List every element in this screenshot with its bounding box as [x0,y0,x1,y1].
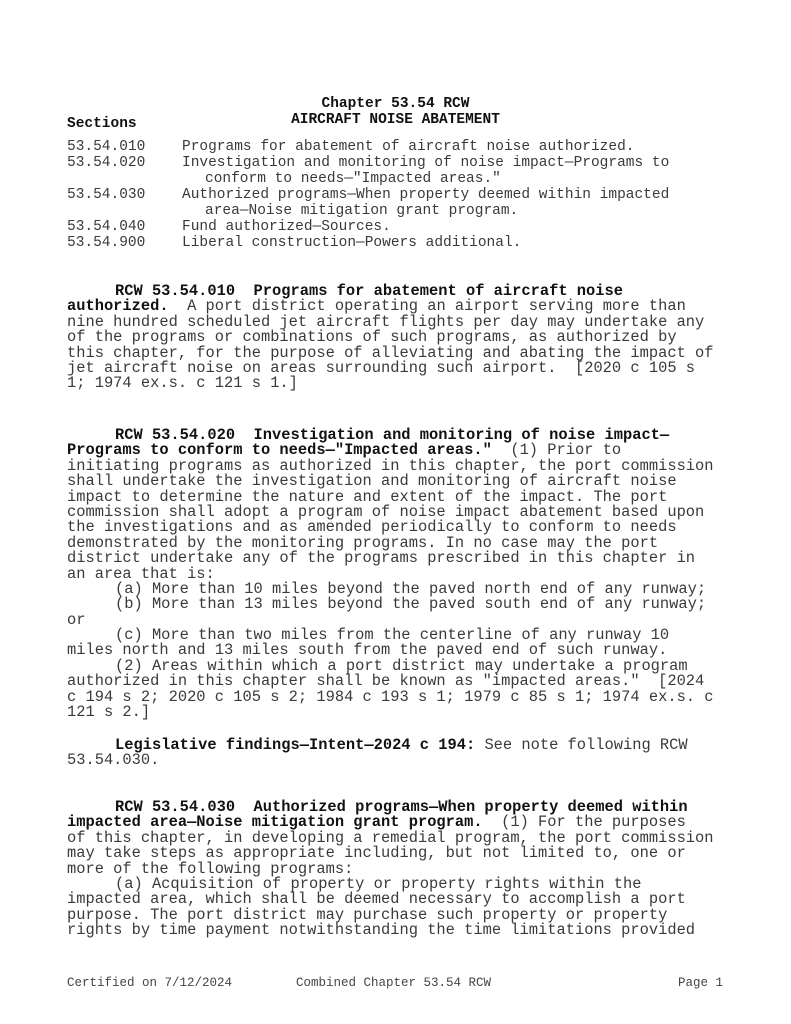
body-text: 53.54.030. [67,751,160,770]
body-text: 1; 1974 ex.s. c 121 s 1.] [67,374,298,393]
footer-page-number: Page 1 [678,976,724,990]
section-number: 53.54.900 [67,235,146,251]
body-text: or [67,610,86,629]
body-text: (2) Areas within which a port district may undertake a program [115,656,688,675]
body-text: rights by time payment notwithstanding the time limitations provided [67,921,696,940]
body-text: (1) Prior to [491,441,622,460]
bold-heading-text: Legislative findings—Intent—2024 c 194: [115,736,476,754]
body-text: this chapter, for the purpose of alleviating and abating the impact of [67,343,714,362]
section-number: 53.54.010 [67,139,146,155]
text-line [67,376,747,391]
section-number: 53.54.030 [67,187,146,203]
rcw-section-paragraph [67,800,747,939]
body-text: of this chapter, in developing a remedial program, the port commission [67,828,714,847]
body-text: impacted area, which shall be deemed necessary to accomplish a port [67,890,686,909]
section-title: Liberal construction—Powers additional. [182,235,522,251]
body-text: shall undertake the investigation and monitoring of aircraft noise [67,472,677,491]
text-line [67,923,747,938]
bold-heading-text: RCW 53.54.030 Authorized programs—When property deemed within [115,798,688,816]
section-title: Investigation and monitoring of noise impact—Programs to [182,155,670,171]
rcw-section-paragraph [67,738,747,769]
bold-heading-text: RCW 53.54.010 Programs for abatement of aircraft noise [115,282,623,300]
body-text: impact to determine the nature and extent of the impact. The port [67,487,668,506]
body-text: an area that is: [67,564,215,583]
text-line [67,687,747,706]
body-text: may take steps as appropriate including, but not limited to, one or [67,844,686,863]
section-title: Authorized programs—When property deemed within impacted [182,187,670,203]
body-text: (b) More than 13 miles beyond the paved south end of any runway; [115,595,707,614]
body-text: (c) More than two miles from the centerline of any runway 10 [115,626,670,645]
text-line [67,753,747,768]
footer-certified: Certified on 7/12/2024 [67,976,233,990]
body-text: 121 s 2.] [67,703,151,722]
bold-heading-text: authorized. [67,297,169,316]
section-title-continued: area—Noise mitigation grant program. [205,203,519,219]
body-text: (1) For the purposes [482,813,686,832]
body-text: nine hundred scheduled jet aircraft flights per day may undertake any [67,312,705,331]
section-title-continued: conform to needs—"Impacted areas." [205,171,501,187]
body-text: c 194 s 2; 2020 c 105 s 2; 1984 c 193 s 1; 1979 c 85 s 1; 1974 ex.s. c [67,687,714,706]
body-text: district undertake any of the programs prescribed in this chapter in [67,549,696,568]
section-number: 53.54.020 [67,155,146,171]
text-line [67,597,747,612]
bold-heading-text: RCW 53.54.020 Investigation and monitoring of noise impact— [115,426,670,444]
body-text: the investigations and as amended periodically to conform to needs [67,518,677,537]
body-text: demonstrated by the monitoring programs. In no case may the port [67,533,659,552]
body-text: jet aircraft noise on areas surrounding such airport. [2020 c 105 s [67,358,696,377]
body-text: authorized in this chapter shall be known as "impacted areas." [2024 [67,672,705,691]
body-text: of the programs or combinations of such programs, as authorized by [67,328,677,347]
footer-document: Combined Chapter 53.54 RCW [296,976,492,990]
body-text: commission shall adopt a program of noise impact abatement based upon [67,502,705,521]
text-line [67,705,747,720]
section-title: Fund authorized—Sources. [182,219,391,235]
text-line [67,738,747,753]
body-text: (a) Acquisition of property or property rights within the [115,874,642,893]
body-text: A port district operating an airport serving more than [168,297,686,316]
section-number: 53.54.040 [67,219,146,235]
sections-heading: Sections [67,116,137,132]
body-text: miles north and 13 miles south from the paved end of such runway. [67,641,668,660]
chapter-title: AIRCRAFT NOISE ABATEMENT [291,112,500,128]
bold-heading-text: Programs to conform to needs—"Impacted areas." [67,441,492,460]
rcw-section-paragraph [67,428,747,720]
body-text: (a) More than 10 miles beyond the paved north end of any runway; [115,579,707,598]
chapter-number: Chapter 53.54 RCW [321,96,470,112]
body-text: initiating programs as authorized in this chapter, the port commission [67,456,714,475]
body-text: purpose. The port district may purchase such property or property [67,905,668,924]
body-text: See note following RCW [475,736,688,754]
rcw-section-paragraph [67,284,747,392]
section-title: Programs for abatement of aircraft noise authorized. [182,139,635,155]
body-text: more of the following programs: [67,859,354,878]
bold-heading-text: impacted area—Noise mitigation grant program. [67,813,483,832]
